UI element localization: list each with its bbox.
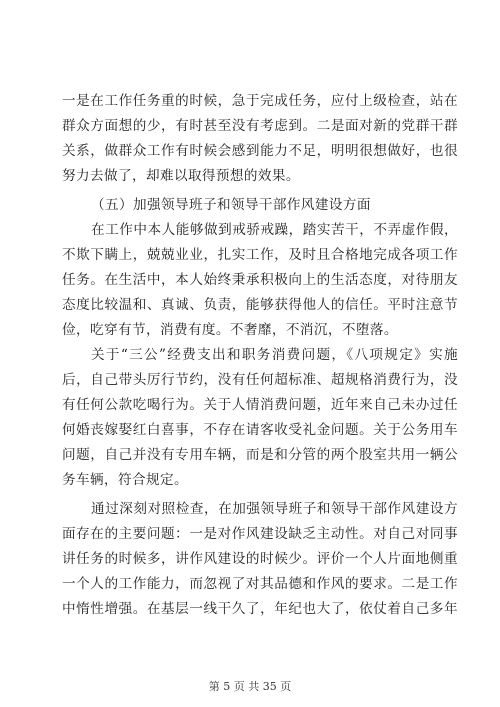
paragraph-line: 俭，吃穿有节，消费有度。不奢靡，不消沉，不堕落。 xyxy=(62,322,398,338)
paragraph-line: 后，自己带头厉行节约，没有任何超标准、超规格消费行为，没 xyxy=(62,372,458,388)
paragraph-line: 何婚丧嫁娶红白喜事，不存在请客收受礼金问题。关于公务用车 xyxy=(62,422,458,438)
paragraph-line: 任务。在生活中，本人始终秉承积极向上的生活态度，对待朋友 xyxy=(62,272,458,288)
paragraph-line: 关于“三公”经费支出和职务消费问题，《八项规定》实施 xyxy=(91,347,458,363)
section-heading: （五）加强领导班子和领导干部作风建设方面 xyxy=(91,197,371,213)
paragraph-line: 务车辆，符合规定。 xyxy=(62,472,188,488)
paragraph-line: 讲任务的时候多，讲作风建设的时候少。评价一个人片面地侧重 xyxy=(62,551,458,567)
paragraph-line: 不欺下瞒上，兢兢业业，扎实工作，及时且合格地完成各项工作 xyxy=(62,247,458,263)
paragraph-line: 群众方面想的少，有时甚至没有考虑到。二是面对新的党群干群 xyxy=(62,118,458,134)
paragraph-line: 通过深刻对照检查，在加强领导班子和领导干部作风建设方 xyxy=(91,501,458,517)
paragraph-line: 问题，自己并没有专用车辆，而是和分管的两个股室共用一辆公 xyxy=(62,447,458,463)
paragraph-line: 有任何公款吃喝行为。关于人情消费问题，近年来自己未办过任 xyxy=(62,397,458,413)
page-footer: 第 5 页 共 35 页 xyxy=(208,680,292,693)
paragraph-line: 在工作中本人能够做到戒骄戒躁，踏实苦干，不弄虚作假， xyxy=(91,222,458,238)
paragraph-line: 中惰性增强。在基层一线干久了，年纪也大了，依仗着自己多年 xyxy=(62,601,458,617)
paragraph-line: 面存在的主要问题：一是对作风建设缺乏主动性。对自己对同事 xyxy=(62,526,458,542)
paragraph-line: 一是在工作任务重的时候，急于完成任务，应付上级检查，站在 xyxy=(62,93,458,109)
paragraph-line: 努力去做了，却难以取得预想的效果。 xyxy=(62,168,300,184)
paragraph-line: 一个人的工作能力，而忽视了对其品德和作风的要求。二是工作 xyxy=(62,576,458,592)
paragraph-line: 态度比较温和、真诚、负责，能够获得他人的信任。平时注意节 xyxy=(62,297,458,313)
paragraph-line: 关系，做群众工作有时候会感到能力不足，明明很想做好，也很 xyxy=(62,143,458,159)
